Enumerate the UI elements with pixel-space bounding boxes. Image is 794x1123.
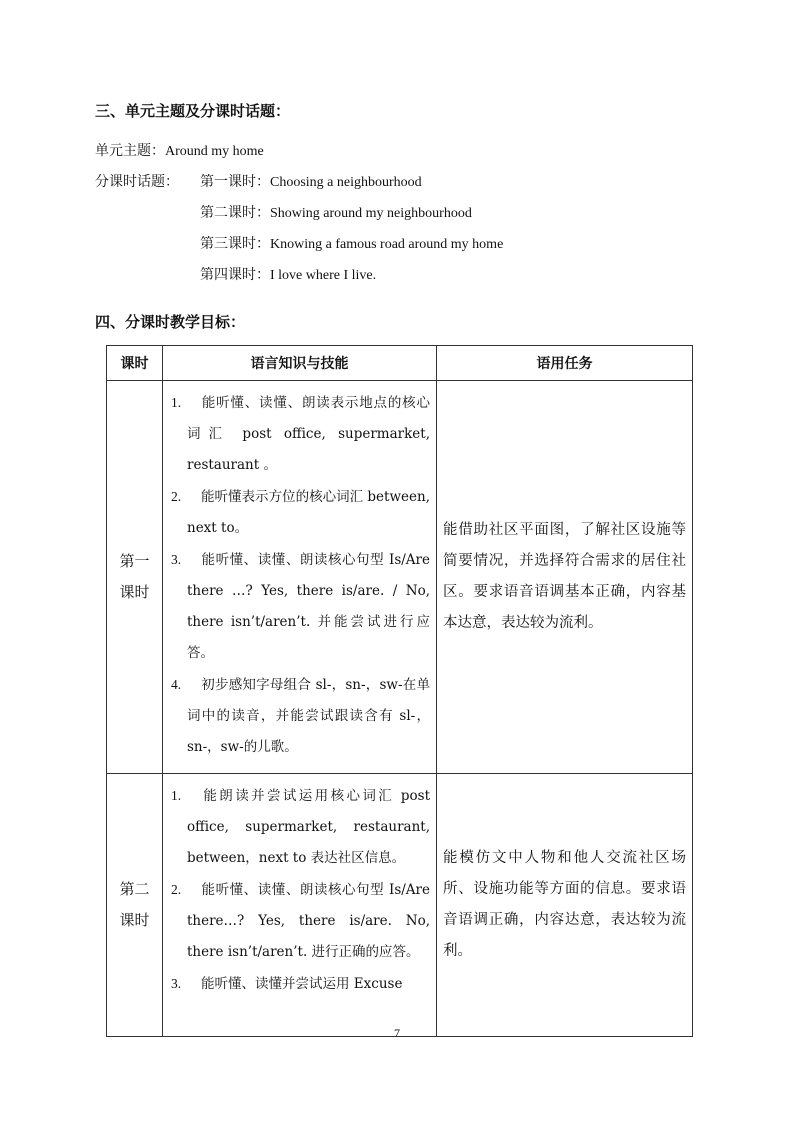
table-row	[107, 381, 693, 774]
topic-label: 第四课时：	[200, 267, 270, 283]
topic-label: 第三课时：	[200, 236, 270, 252]
skill-text: 能听懂、读懂、朗读表示地点的核心词汇 post office, supermarket, restaurant 。	[187, 395, 430, 473]
topic-line-2	[200, 202, 472, 222]
skill-item	[171, 544, 430, 669]
skill-text: 能听懂、读懂、朗读核心句型 Is/Are there…? Yes, there is/are. No, there isn’t/aren’t. 进行正确的应答。	[187, 882, 430, 960]
skill-item	[171, 968, 430, 1000]
skill-item	[171, 780, 430, 874]
skill-text: 能听懂、读懂并尝试运用 Excuse	[201, 976, 403, 992]
skill-num: 2.	[171, 882, 182, 897]
skills-cell	[163, 381, 437, 774]
teaching-goals-table	[106, 345, 693, 1037]
topics-label: 分课时话题：	[95, 174, 179, 190]
skill-text: 能听懂表示方位的核心词汇 between, next to。	[187, 489, 430, 536]
skill-item	[171, 387, 430, 481]
section-3-heading: 三、单元主题及分课时话题：	[95, 102, 291, 120]
skill-text: 初步感知字母组合 sl-，sn-，sw-在单词中的读音，并能尝试跟读含有 sl-，sn-，sw-的儿歌。	[187, 677, 430, 755]
topic-line-3	[200, 233, 503, 253]
skill-num: 1.	[171, 395, 182, 410]
header-task: 语用任务	[437, 346, 693, 381]
header-lesson: 课时	[107, 346, 163, 381]
task-cell: 能借助社区平面图，了解社区设施等简要情况，并选择符合需求的居住社区。要求语音语调基本正确，内容基本达意，表达较为流利。	[437, 381, 693, 774]
skill-num: 1.	[171, 788, 182, 803]
skill-num: 3.	[171, 976, 182, 991]
unit-theme-line	[95, 140, 264, 160]
unit-theme-value: Around my home	[165, 144, 264, 159]
skill-text: 能听懂、读懂、朗读核心句型 Is/Are there …? Yes, there is/are. / No, there isn’t/aren’t. 并能尝试进行应答。	[187, 552, 430, 661]
skill-item	[171, 481, 430, 544]
skill-item	[171, 874, 430, 968]
lesson-line: 第一	[119, 552, 150, 570]
skill-num: 3.	[171, 552, 182, 567]
topic-line-1	[95, 171, 422, 191]
header-skills: 语言知识与技能	[163, 346, 437, 381]
topic-label: 第二课时：	[200, 205, 270, 221]
table-row	[107, 774, 693, 1037]
lesson-line: 课时	[119, 583, 150, 601]
page-number: 7	[394, 1026, 400, 1040]
topic-label: 第一课时：	[200, 174, 270, 190]
skill-num: 2.	[171, 489, 182, 504]
section-4-heading: 四、分课时教学目标：	[95, 313, 246, 331]
task-cell: 能模仿文中人物和他人交流社区场所、设施功能等方面的信息。要求语音语调正确，内容达意，表达较为流利。	[437, 774, 693, 1037]
topic-value: Knowing a famous road around my home	[270, 237, 504, 252]
lesson-line: 课时	[119, 911, 150, 929]
lesson-cell	[107, 381, 163, 774]
skill-item	[171, 669, 430, 763]
lesson-cell	[107, 774, 163, 1037]
topic-value: I love where I live.	[270, 268, 377, 283]
topic-value: Showing around my neighbourhood	[270, 206, 472, 221]
skill-num: 4.	[171, 677, 182, 692]
unit-theme-label: 单元主题：	[95, 143, 165, 159]
table-header-row	[107, 346, 693, 381]
skill-text: 能朗读并尝试运用核心词汇 post office, supermarket, restaurant, between，next to 表达社区信息。	[187, 788, 430, 866]
topic-line-4	[200, 264, 376, 284]
lesson-line: 第二	[119, 880, 150, 898]
skills-cell	[163, 774, 437, 1037]
topic-value: Choosing a neighbourhood	[270, 175, 422, 190]
